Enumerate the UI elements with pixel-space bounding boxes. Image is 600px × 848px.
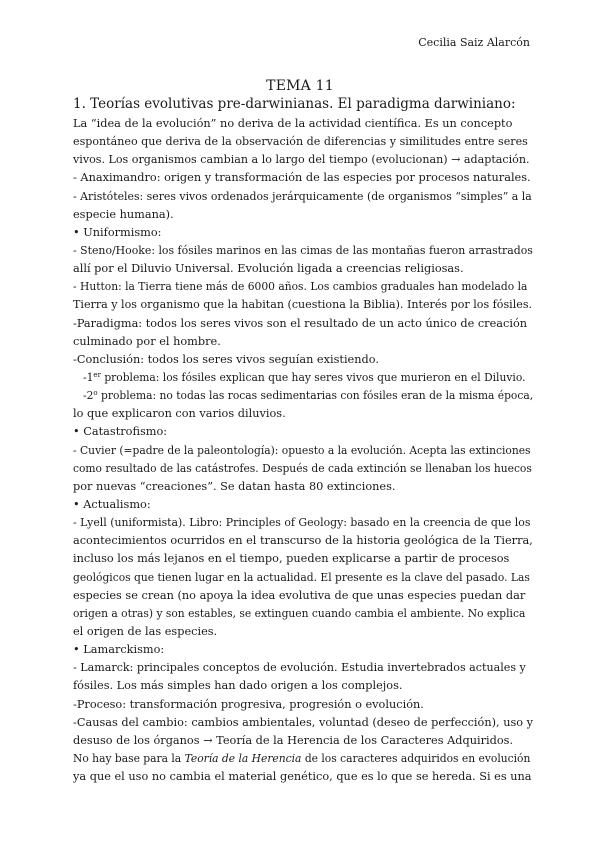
text-line: - Aristóteles: seres vivos ordenados jerárquicamente (de organismos “simples” a la — [73, 189, 532, 203]
text-line-italic-term — [73, 750, 533, 768]
text-fragment: -1 — [83, 370, 94, 384]
text-line: especies se crean (no apoya la idea evolutiva de que unas especies puedan dar — [73, 588, 526, 602]
ordinal-superscript: o — [93, 389, 98, 398]
text-line: -Conclusión: todos los seres vivos seguían existiendo. — [73, 352, 379, 366]
text-fragment: -2 — [83, 389, 94, 403]
text-line: -Proceso: transformación progresiva, progresión o evolución. — [73, 697, 424, 711]
text-line: geológicos que tienen lugar en la actualidad. El presente es la clave del pasado. Las — [73, 570, 530, 584]
italic-term: Teoría de la Herencia — [184, 751, 302, 765]
text-line-first-problem — [73, 369, 533, 387]
section-heading: 1. Teorías evolutivas pre-darwinianas. El paradigma darwiniano: — [73, 96, 516, 112]
bullet-heading-actualismo: • Actualismo: — [73, 497, 151, 511]
text-line: acontecimientos ocurridos en el transcurso de la historia geológica de la Tierra, — [73, 534, 533, 548]
text-line: - Lyell (uniformista). Libro: Principles of Geology: basado en la creencia de que los — [73, 516, 531, 530]
text-line: especie humana). — [73, 207, 174, 221]
author-name: Cecilia Saiz Alarcón — [418, 36, 530, 49]
bullet-heading-uniformismo: • Uniformismo: — [73, 225, 162, 239]
bullet-heading-catastrofismo: • Catastrofismo: — [73, 425, 168, 439]
text-line: vivos. Los organismos cambian a lo largo del tiempo (evolucionan) → adaptación. — [73, 153, 530, 167]
text-line: allí por el Diluvio Universal. Evolución ligada a creencias religiosas. — [73, 262, 464, 276]
text-line: - Lamarck: principales conceptos de evolución. Estudia invertebrados actuales y — [73, 661, 526, 675]
text-fragment: problema: los fósiles explican que hay seres vivos que murieron en el Diluvio. — [100, 370, 526, 384]
text-fragment: No hay base para la — [73, 751, 185, 765]
text-line: desuso de los órganos → Teoría de la Herencia de los Caracteres Adquiridos. — [73, 733, 514, 747]
text-line: lo que explicaron con varios diluvios. — [73, 407, 286, 421]
document-body — [73, 115, 533, 786]
text-line: ya que el uso no cambia el material genético, que es lo que se hereda. Si es una — [73, 770, 532, 784]
text-fragment: de los caracteres adquiridos en evolución — [301, 751, 531, 765]
ordinal-superscript: er — [93, 370, 101, 379]
text-line: -Paradigma: todos los seres vivos son el resultado de un acto único de creación — [73, 316, 528, 330]
text-line: - Anaximandro: origen y transformación de las especies por procesos naturales. — [73, 171, 531, 185]
text-line-second-problem — [73, 387, 533, 405]
bullet-heading-lamarckismo: • Lamarckismo: — [73, 643, 165, 657]
text-line: La “idea de la evolución” no deriva de la actividad científica. Es un concepto — [73, 117, 513, 130]
text-line: como resultado de las catástrofes. Después de cada extinción se llenaban los huecos — [73, 461, 532, 475]
text-line: - Hutton: la Tierra tiene más de 6000 años. Los cambios graduales han modelado la — [73, 280, 528, 294]
text-line: Tierra y los organismo que la habitan (cuestiona la Biblia). Interés por los fósiles. — [73, 298, 533, 312]
text-line: incluso los más lejanos en el tiempo, pueden explicarse a partir de procesos — [73, 552, 510, 566]
text-line: - Steno/Hooke: los fósiles marinos en las cimas de las montañas fueron arrastrados — [73, 243, 533, 257]
text-line: fósiles. Los más simples han dado origen a los complejos. — [73, 679, 403, 693]
text-line: por nuevas “creaciones”. Se datan hasta 80 extinciones. — [73, 479, 396, 493]
text-line: espontáneo que deriva de la observación de diferencias y similitudes entre seres — [73, 135, 528, 149]
page-title: TEMA 11 — [266, 78, 334, 94]
text-line: origen a otras) y son estables, se extinguen cuando cambia el ambiente. No explica — [73, 606, 526, 620]
text-fragment: problema: no todas las rocas sedimentarias con fósiles eran de la misma época, — [97, 389, 534, 403]
text-line: culminado por el hombre. — [73, 334, 221, 348]
text-line: -Causas del cambio: cambios ambientales, voluntad (deseo de perfección), uso y — [73, 715, 534, 729]
text-line: - Cuvier (=padre de la paleontología): opuesto a la evolución. Acepta las extinciones — [73, 443, 531, 457]
text-line: el origen de las especies. — [73, 624, 218, 638]
